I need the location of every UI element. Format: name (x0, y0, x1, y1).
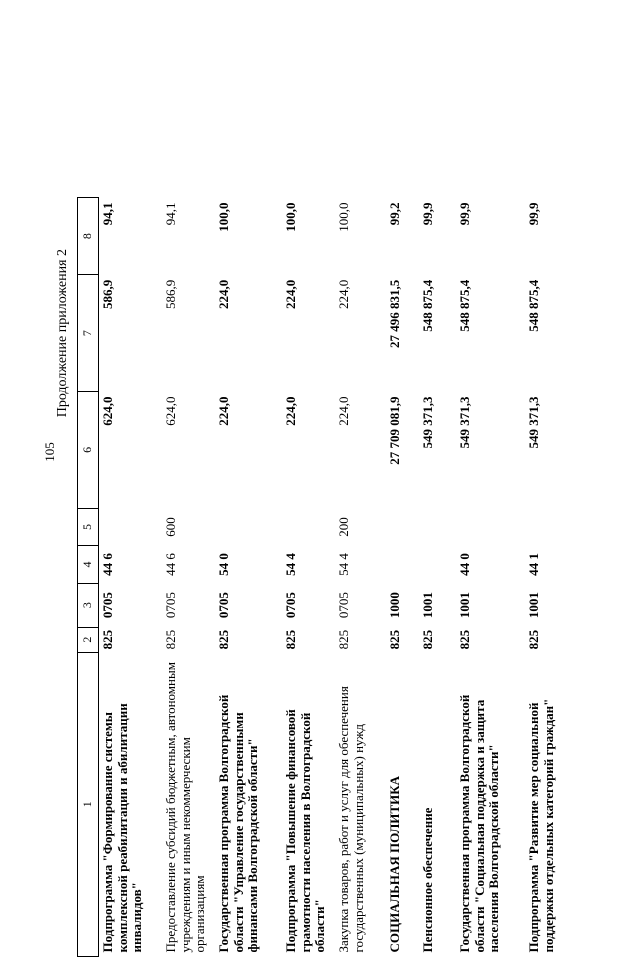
row-expense-type: 600 (163, 517, 178, 537)
budget-table (77, 197, 578, 957)
row-name: Подпрограмма "Повышение финансовой грамотности населения в Волгоградской области" (283, 709, 328, 953)
row-target-code: 54 0 (216, 553, 231, 576)
row-ministry-code: 825 (216, 629, 231, 650)
row-ministry-code: 825 (420, 629, 435, 650)
row-name: Государственная программа Волгоградской области "Управление государственными финансами Волгоградской области" (216, 694, 261, 953)
row-actual-amount: 224,0 (336, 279, 351, 309)
row-section-code: 0705 (336, 592, 351, 619)
page-number: 105 (42, 442, 57, 462)
row-expense-type (386, 508, 419, 546)
row-name: СОЦИАЛЬНАЯ ПОЛИТИКА (387, 775, 402, 953)
row-planned-amount: 549 371,3 (526, 396, 541, 449)
row-percent: 100,0 (283, 202, 298, 232)
row-ministry-code: 825 (336, 629, 351, 650)
row-percent: 100,0 (216, 202, 231, 232)
row-planned-amount: 224,0 (216, 396, 231, 426)
row-name: Закупка товаров, работ и услуг для обеспечения государственных (муниципальных) нужд (336, 686, 366, 953)
row-expense-type (456, 508, 525, 546)
row-percent: 99,9 (420, 202, 435, 226)
table-row (456, 198, 525, 957)
row-percent: 99,9 (526, 202, 541, 226)
row-target-code (419, 546, 456, 584)
column-header-1: 1 (78, 652, 99, 956)
row-expense-type (419, 508, 456, 546)
row-target-code: 44 0 (457, 553, 472, 576)
row-target-code: 54 4 (336, 553, 351, 576)
row-actual-amount: 27 496 831,5 (387, 279, 402, 348)
row-ministry-code: 825 (457, 629, 472, 650)
row-section-code: 1000 (387, 592, 402, 619)
row-name: Подпрограмма "Развитие мер социальной поддержки отдельных категорий граждан" (526, 698, 556, 953)
row-planned-amount: 224,0 (283, 396, 298, 426)
row-actual-amount: 586,9 (163, 279, 178, 309)
row-ministry-code: 825 (283, 629, 298, 650)
row-planned-amount: 624,0 (100, 396, 115, 426)
row-target-code: 44 6 (100, 553, 115, 576)
row-percent: 99,2 (387, 202, 402, 226)
column-header-4: 4 (78, 546, 99, 584)
row-section-code: 0705 (216, 592, 231, 619)
row-percent: 94,1 (163, 202, 178, 226)
row-planned-amount: 624,0 (163, 396, 178, 426)
table-header-row (78, 198, 99, 957)
table-row (525, 198, 578, 957)
row-section-code: 0705 (163, 592, 178, 619)
column-header-6: 6 (78, 391, 99, 508)
row-actual-amount: 548 875,4 (526, 279, 541, 332)
row-name: Пенсионное обеспечение (420, 807, 435, 953)
row-actual-amount: 548 875,4 (457, 279, 472, 332)
row-section-code: 1001 (457, 592, 472, 619)
row-planned-amount: 549 371,3 (420, 396, 435, 449)
row-actual-amount: 224,0 (216, 279, 231, 309)
column-header-5: 5 (78, 508, 99, 546)
table-row (386, 198, 419, 957)
rotated-page-content (55, 197, 585, 965)
column-header-7: 7 (78, 275, 99, 392)
row-actual-amount: 224,0 (283, 279, 298, 309)
row-section-code: 1001 (420, 592, 435, 619)
row-actual-amount: 548 875,4 (420, 279, 435, 332)
appendix-continuation-note: Продолжение приложения 2 (55, 249, 70, 418)
row-planned-amount: 27 709 081,9 (387, 396, 402, 465)
row-target-code: 44 6 (163, 553, 178, 576)
row-target-code: 44 1 (526, 553, 541, 576)
row-name: Подпрограмма "Формирование системы комплексной реабилитации и абилитации инвалидов" (100, 703, 145, 953)
table-row (335, 198, 386, 957)
row-ministry-code: 825 (100, 629, 115, 650)
row-actual-amount: 586,9 (100, 279, 115, 309)
row-section-code: 1001 (526, 592, 541, 619)
row-target-code (386, 546, 419, 584)
row-ministry-code: 825 (163, 629, 178, 650)
row-planned-amount: 224,0 (336, 396, 351, 426)
row-expense-type (215, 508, 282, 546)
row-section-code: 0705 (283, 592, 298, 619)
row-target-code: 54 4 (283, 553, 298, 576)
table-row (419, 198, 456, 957)
row-name: Предоставление субсидий бюджетным, автономным учреждениям и иным некоммерческим организациям (163, 662, 208, 953)
table-row (282, 198, 335, 957)
column-header-2: 2 (78, 627, 99, 652)
row-expense-type (99, 508, 163, 546)
row-expense-type (282, 508, 335, 546)
table-row (99, 198, 163, 957)
row-section-code: 0705 (100, 592, 115, 619)
row-expense-type (525, 508, 578, 546)
column-header-8: 8 (78, 198, 99, 275)
row-planned-amount: 549 371,3 (457, 396, 472, 449)
row-ministry-code: 825 (387, 629, 402, 650)
row-percent: 99,9 (457, 202, 472, 226)
row-ministry-code: 825 (526, 629, 541, 650)
row-expense-type: 200 (336, 517, 351, 537)
column-header-3: 3 (78, 583, 99, 627)
row-name: Государственная программа Волгоградской области "Социальная поддержка и защита населения Волгоградской области" (457, 694, 502, 953)
table-row (215, 198, 282, 957)
table-row (162, 198, 215, 957)
row-percent: 100,0 (336, 202, 351, 232)
row-percent: 94,1 (100, 202, 115, 226)
